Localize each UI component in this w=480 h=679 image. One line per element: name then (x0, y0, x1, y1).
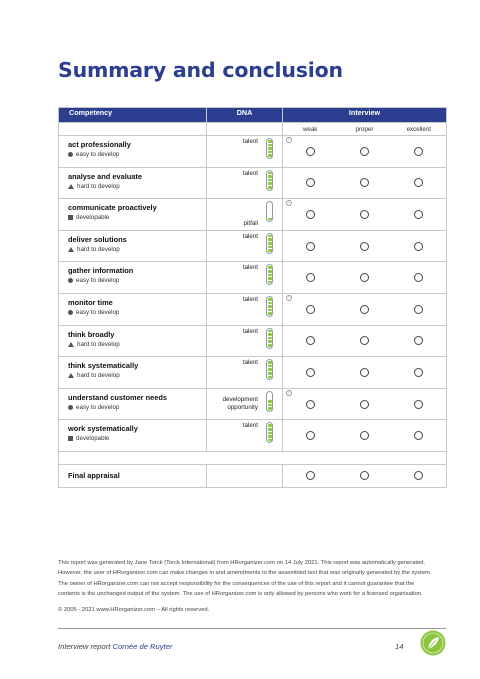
development-label: easy to develop (76, 403, 120, 411)
development-level (68, 150, 206, 159)
rating-radio-excellent[interactable] (414, 273, 423, 282)
meter-segment (268, 372, 272, 375)
development-level (68, 276, 206, 285)
meter-segment (268, 340, 272, 343)
meter-segment (268, 235, 272, 238)
rating-radio-excellent[interactable] (414, 305, 423, 314)
interview-cell (283, 420, 447, 452)
meter-segment (268, 400, 272, 403)
development-label: developable (76, 435, 110, 443)
meter-segment (268, 246, 272, 249)
competency-name: understand customer needs (68, 392, 167, 402)
competency-row (59, 136, 447, 168)
competency-cell (59, 420, 207, 452)
rating-radio-proper[interactable] (360, 273, 369, 282)
dna-meter (266, 138, 273, 159)
dna-header: DNA (207, 108, 283, 123)
dna-label: talent (242, 232, 258, 240)
dna-label: development opportunity (222, 396, 258, 412)
rating-radio-proper[interactable] (360, 368, 369, 377)
development-level (68, 245, 206, 254)
dna-label: talent (242, 264, 258, 272)
meter-segment (268, 210, 272, 213)
competency-cell (59, 357, 207, 389)
interview-cell (283, 262, 447, 294)
meter-segment (268, 432, 272, 435)
report-label: Interview report (58, 642, 111, 651)
development-level (68, 434, 206, 443)
rating-radio-weak[interactable] (306, 147, 315, 156)
rating-radio-weak[interactable] (306, 242, 315, 251)
dna-cell (207, 262, 283, 294)
dna-meter (266, 359, 273, 380)
rating-radio-weak[interactable] (306, 471, 315, 480)
rating-radio-proper[interactable] (360, 210, 369, 219)
interview-cell (283, 199, 447, 231)
competency-row (59, 230, 447, 262)
meter-segment (268, 140, 272, 143)
final-appraisal-label: Final appraisal (68, 470, 120, 480)
dna-cell (207, 420, 283, 452)
rating-radio-excellent[interactable] (414, 471, 423, 480)
competency-row (59, 167, 447, 199)
competency-cell (59, 262, 207, 294)
meter-segment (268, 407, 272, 410)
interview-cell (283, 230, 447, 262)
triangle-icon (68, 184, 74, 189)
interview-cell (283, 293, 447, 325)
development-label: hard to develop (77, 340, 120, 348)
lightbulb-icon: ! (286, 200, 292, 206)
leaf-logo-icon (420, 630, 446, 656)
meter-segment (268, 147, 272, 150)
competency-cell (59, 199, 207, 231)
page-title: Summary and conclusion (58, 58, 343, 82)
meter-segment (268, 175, 272, 178)
lightbulb-icon: ! (286, 295, 292, 301)
dna-cell (207, 388, 283, 420)
dna-label: talent (242, 138, 258, 145)
meter-segment (268, 404, 272, 407)
competency-name: act professionally (68, 140, 131, 149)
meter-segment (268, 151, 272, 154)
rating-radio-weak[interactable] (306, 431, 315, 440)
disclaimer (58, 558, 446, 599)
page-number: 14 (395, 642, 404, 651)
dna-label: talent (242, 422, 258, 430)
circle-icon (68, 405, 73, 410)
rating-radio-excellent[interactable] (414, 400, 423, 409)
disclaimer-line: However, the user of HRorganizer.com can make changes in and amendments to the assembled text that was originally generated by the system. (58, 570, 432, 577)
rating-options (283, 465, 446, 487)
meter-segment (268, 154, 272, 157)
development-label: developable (76, 214, 110, 222)
rating-options (283, 168, 446, 199)
competency-row (59, 420, 447, 452)
meter-segment (268, 302, 272, 305)
meter-segment (268, 207, 272, 210)
rating-radio-weak[interactable] (306, 210, 315, 219)
circle-icon (68, 278, 73, 283)
rating-radio-excellent[interactable] (414, 147, 423, 156)
dna-label: talent (242, 359, 258, 367)
interview-cell (283, 357, 447, 389)
lightbulb-icon: ! (286, 137, 292, 143)
triangle-icon (68, 342, 74, 347)
footer-divider (58, 628, 446, 629)
dna-cell (207, 325, 283, 357)
interview-header: Interview (283, 108, 447, 123)
rating-radio-proper[interactable] (360, 242, 369, 251)
rating-radio-excellent[interactable] (414, 242, 423, 251)
rating-radio-excellent[interactable] (414, 431, 423, 440)
meter-segment (268, 281, 272, 284)
dna-meter (266, 328, 273, 349)
competency-header: Competency (59, 108, 207, 123)
final-dna-cell (207, 464, 283, 487)
meter-segment (268, 172, 272, 175)
dna-cell (207, 293, 283, 325)
competency-row (59, 357, 447, 389)
square-icon (68, 436, 73, 441)
dna-cell (207, 167, 283, 199)
dna-meter (266, 170, 273, 191)
dna-cell (207, 199, 283, 231)
rating-radio-weak[interactable] (306, 305, 315, 314)
lightbulb-icon: ! (286, 390, 292, 396)
rating-radio-excellent[interactable] (414, 336, 423, 345)
meter-segment (268, 330, 272, 333)
meter-segment (268, 249, 272, 252)
interview-cell (283, 388, 447, 420)
dna-label: talent (242, 295, 258, 303)
development-level (68, 340, 206, 349)
competency-name: deliver solutions (68, 234, 127, 244)
rating-radio-weak[interactable] (306, 273, 315, 282)
development-level (68, 213, 206, 222)
rating-radio-proper[interactable] (360, 431, 369, 440)
circle-icon (68, 310, 73, 315)
meter-segment (268, 270, 272, 273)
competency-cell (59, 388, 207, 420)
meter-segment (268, 242, 272, 245)
dna-label: pitfall (243, 219, 258, 227)
triangle-icon (68, 247, 74, 252)
rating-label-excellent: excellent (406, 125, 432, 133)
final-interview-cell (283, 464, 447, 487)
meter-segment (268, 424, 272, 427)
development-label: hard to develop (77, 182, 120, 190)
competency-cell (59, 136, 207, 168)
dna-meter (266, 233, 273, 254)
development-level (68, 403, 206, 412)
meter-segment (268, 376, 272, 379)
interview-cell (283, 325, 447, 357)
development-label: hard to develop (77, 245, 120, 253)
competency-name: communicate proactively (68, 203, 157, 213)
rating-radio-excellent[interactable] (414, 210, 423, 219)
meter-segment (268, 218, 272, 221)
disclaimer-line: This report was generated by Jane Torck (Torck International) from HRorganizer.com on 14 July 2021. This report was automatically generated. (58, 560, 426, 566)
meter-segment (268, 305, 272, 308)
meter-segment (268, 179, 272, 182)
development-level (68, 371, 206, 380)
disclaimer-line: The owner of HRorganizer.com can not accept responsibility for the consequences of the use of this report and it cannot guarantee that the (58, 580, 415, 587)
meter-segment (268, 309, 272, 312)
candidate-name: Cornée de Ruyter (112, 642, 173, 651)
development-level (68, 308, 206, 317)
competency-name: gather information (68, 266, 134, 276)
meter-segment (268, 186, 272, 189)
competency-name: think broadly (68, 329, 115, 339)
rating-options (283, 294, 446, 325)
rating-radio-proper[interactable] (360, 400, 369, 409)
meter-segment (268, 333, 272, 336)
rating-label-weak: weak (302, 125, 318, 133)
disclaimer-line: contents is the unchanged output of the system. The use of HRorganizer.com is only allowed by persons who work for a licensed organisation. (58, 590, 423, 597)
rating-radio-excellent[interactable] (414, 368, 423, 377)
rating-options (283, 420, 446, 451)
meter-segment (268, 337, 272, 340)
meter-segment (268, 428, 272, 431)
dna-meter (266, 391, 273, 412)
development-label: easy to develop (76, 277, 120, 285)
rating-options (283, 326, 446, 357)
dna-meter (266, 296, 273, 317)
meter-segment (268, 368, 272, 371)
meter-segment (268, 361, 272, 364)
interview-cell (283, 167, 447, 199)
rating-radio-weak[interactable] (306, 368, 315, 377)
rating-radio-proper[interactable] (360, 471, 369, 480)
meter-segment (268, 435, 272, 438)
competency-cell (59, 293, 207, 325)
rating-options (283, 389, 446, 420)
square-icon (68, 215, 73, 220)
meter-segment (268, 214, 272, 217)
rating-options (283, 199, 446, 230)
meter-segment (268, 182, 272, 185)
rating-options (283, 136, 446, 167)
meter-segment (268, 238, 272, 241)
rating-radio-weak[interactable] (306, 336, 315, 345)
rating-options (283, 231, 446, 262)
competency-cell (59, 167, 207, 199)
meter-segment (268, 144, 272, 147)
competency-cell (59, 230, 207, 262)
copyright: © 2005 - 2021 www.HRorganizer.com – All rights reserved. (58, 607, 210, 613)
rating-options (283, 357, 446, 388)
meter-segment (268, 203, 272, 206)
competency-row (59, 388, 447, 420)
meter-segment (268, 365, 272, 368)
rating-radio-weak[interactable] (306, 178, 315, 187)
dna-meter (266, 264, 273, 285)
competency-row (59, 325, 447, 357)
meter-segment (268, 277, 272, 280)
rating-options (283, 262, 446, 293)
dna-meter (266, 422, 273, 443)
dna-label: talent (242, 169, 258, 177)
report-title (58, 642, 172, 651)
final-appraisal-cell (59, 464, 207, 487)
summary-table (58, 107, 447, 488)
competency-name: monitor time (68, 297, 113, 307)
dna-cell (207, 230, 283, 262)
rating-radio-proper[interactable] (360, 336, 369, 345)
dna-cell (207, 357, 283, 389)
triangle-icon (68, 373, 74, 378)
meter-segment (268, 266, 272, 269)
competency-name: think systematically (68, 361, 139, 371)
meter-segment (268, 396, 272, 399)
rating-label-proper: proper (355, 125, 374, 133)
circle-icon (68, 152, 73, 157)
meter-segment (268, 298, 272, 301)
meter-segment (268, 393, 272, 396)
meter-segment (268, 312, 272, 315)
meter-segment (268, 274, 272, 277)
competency-name: analyse and evaluate (68, 171, 142, 181)
competency-row (59, 262, 447, 294)
rating-radio-proper[interactable] (360, 147, 369, 156)
meter-segment (268, 439, 272, 442)
competency-name: work systematically (68, 424, 138, 434)
competency-row (59, 293, 447, 325)
dna-meter (266, 201, 273, 222)
rating-radio-weak[interactable] (306, 400, 315, 409)
dna-cell (207, 136, 283, 168)
rating-radio-proper[interactable] (360, 178, 369, 187)
competency-cell (59, 325, 207, 357)
meter-segment (268, 344, 272, 347)
spacer-row (59, 451, 447, 464)
development-label: easy to develop (76, 308, 120, 316)
development-label: hard to develop (77, 372, 120, 380)
development-level (68, 182, 206, 191)
rating-radio-proper[interactable] (360, 305, 369, 314)
dna-label: talent (242, 327, 258, 335)
interview-cell (283, 136, 447, 168)
competency-row (59, 199, 447, 231)
development-label: easy to develop (76, 151, 120, 158)
final-appraisal-row (59, 464, 447, 487)
rating-radio-excellent[interactable] (414, 178, 423, 187)
